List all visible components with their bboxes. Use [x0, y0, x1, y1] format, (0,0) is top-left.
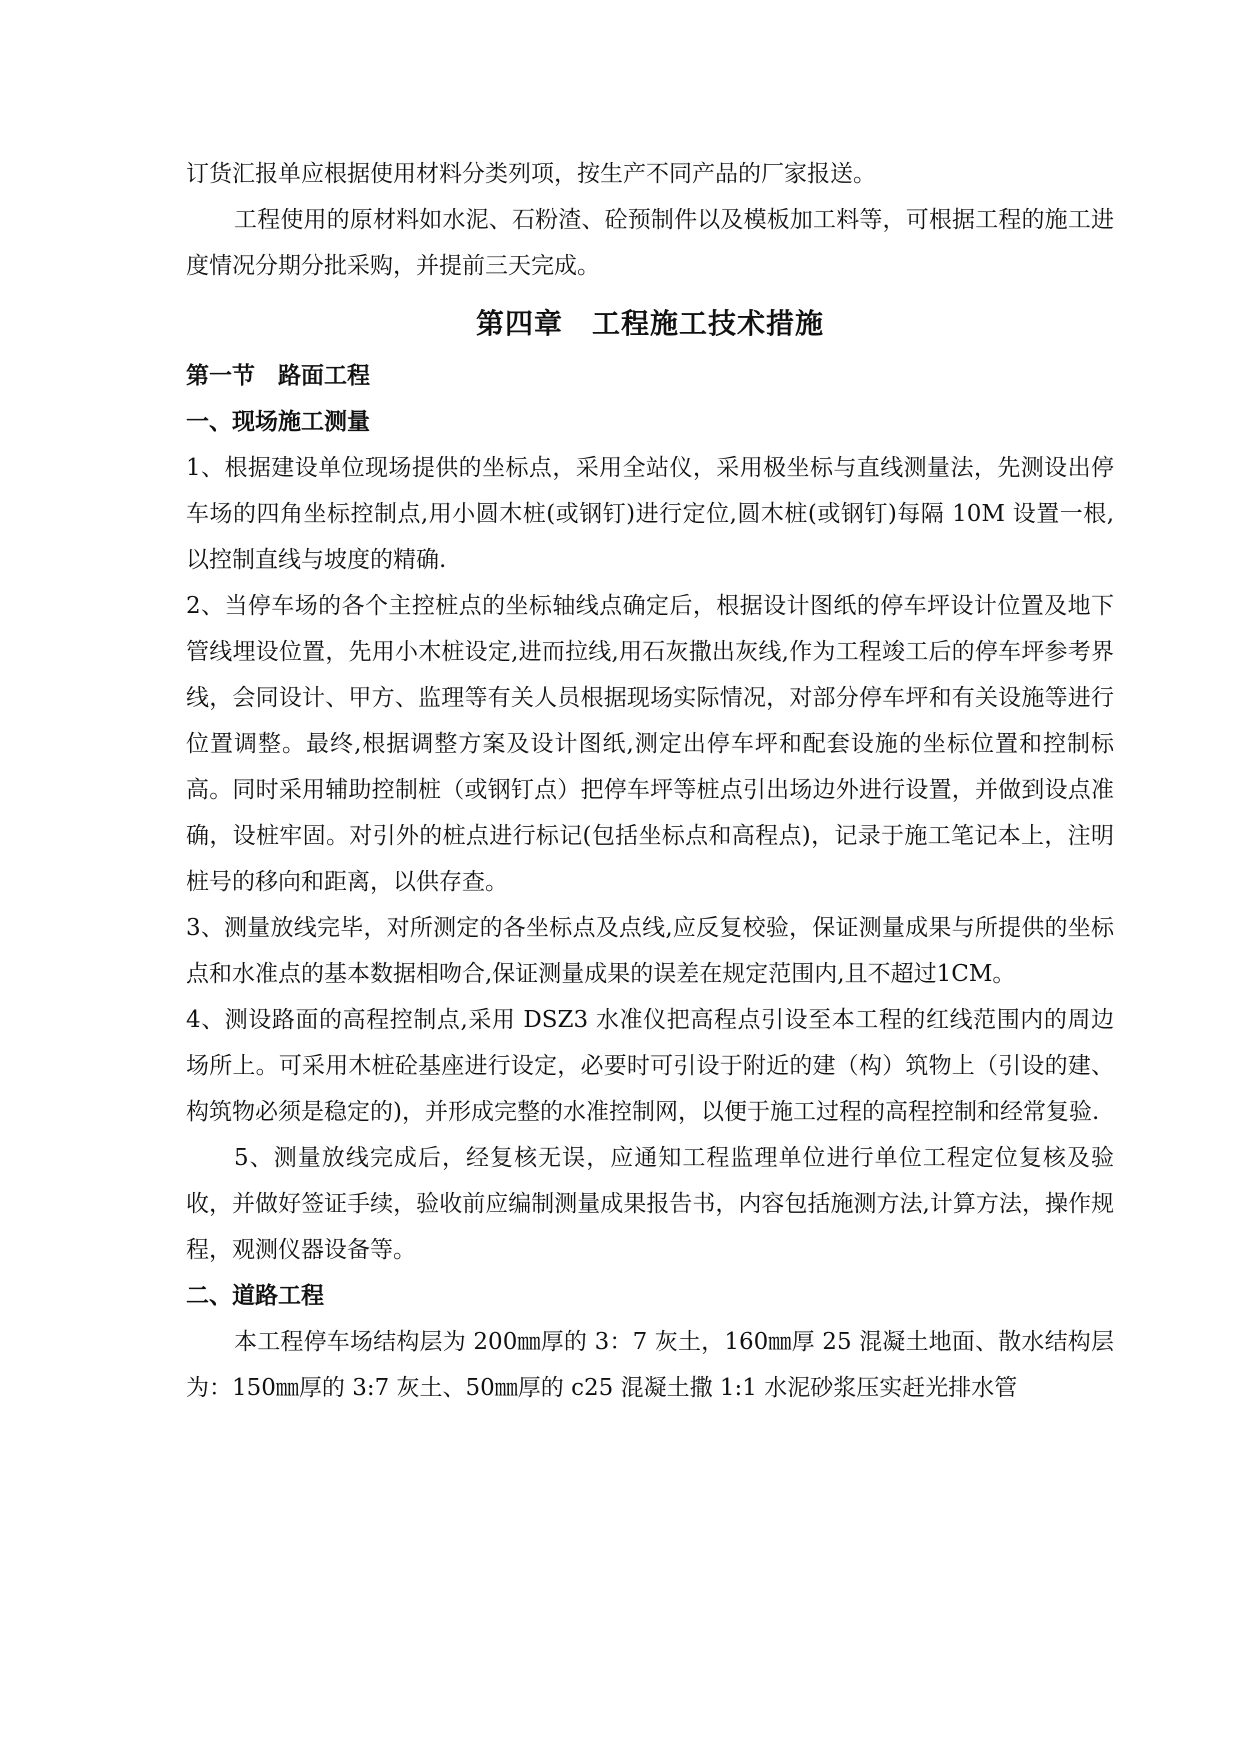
survey-item-1: 1、根据建设单位现场提供的坐标点，采用全站仪，采用极坐标与直线测量法，先测设出停车场的四角坐标控制点,用小圆木桩(或钢钉)进行定位,圆木桩(或钢钉)每隔 10M 设置一根,以控制直线与坡度的精确.	[186, 455, 1114, 573]
section-title: 第一节 路面工程	[186, 362, 370, 389]
document-body	[186, 151, 1114, 1411]
chapter-title: 第四章 工程施工技术措施	[475, 307, 824, 340]
subsection-title-survey: 一、现场施工测量	[186, 408, 370, 435]
survey-item-5: 5、测量放线完成后，经复核无误，应通知工程监理单位进行单位工程定位复核及验收，并做好签证手续，验收前应编制测量成果报告书，内容包括施测方法,计算方法，操作规程，观测仪器设备等。	[186, 1145, 1114, 1263]
survey-item-4: 4、测设路面的高程控制点,采用 DSZ3 水准仪把高程点引设至本工程的红线范围内的周边场所上。可采用木桩砼基座进行设定，必要时可引设于附近的建（构）筑物上（引设的建、构筑物必须是稳定的)，并形成完整的水准控制网，以便于施工过程的高程控制和经常复验.	[186, 1007, 1114, 1125]
intro-paragraph-1: 订货汇报单应根据使用材料分类列项，按生产不同产品的厂家报送。	[186, 161, 876, 187]
road-paragraph: 本工程停车场结构层为 200㎜厚的 3：7 灰土，160㎜厚 25 混凝土地面、散水结构层为：150㎜厚的 3:7 灰土、50㎜厚的 c25 混凝土撒 1:1 水泥砂浆压实赶光排水管	[186, 1329, 1114, 1401]
survey-item-2: 2、当停车场的各个主控桩点的坐标轴线点确定后，根据设计图纸的停车坪设计位置及地下管线埋设位置，先用小木桩设定,进而拉线,用石灰撒出灰线,作为工程竣工后的停车坪参考界线，会同设计、甲方、监理等有关人员根据现场实际情况，对部分停车坪和有关设施等进行位置调整。最终,根据调整方案及设计图纸,测定出停车坪和配套设施的坐标位置和控制标高。同时采用辅助控制桩（或钢钉点）把停车坪等桩点引出场边外进行设置，并做到设点准确，设桩牢固。对引外的桩点进行标记(包括坐标点和高程点)，记录于施工笔记本上，注明桩号的移向和距离，以供存查。	[186, 593, 1114, 895]
intro-paragraph-2: 工程使用的原材料如水泥、石粉渣、砼预制件以及模板加工料等，可根据工程的施工进度情况分期分批采购，并提前三天完成。	[186, 207, 1114, 279]
subsection-title-road: 二、道路工程	[186, 1282, 324, 1309]
survey-item-3: 3、测量放线完毕，对所测定的各坐标点及点线,应反复校验，保证测量成果与所提供的坐标点和水准点的基本数据相吻合,保证测量成果的误差在规定范围内,且不超过1CM。	[186, 915, 1114, 987]
